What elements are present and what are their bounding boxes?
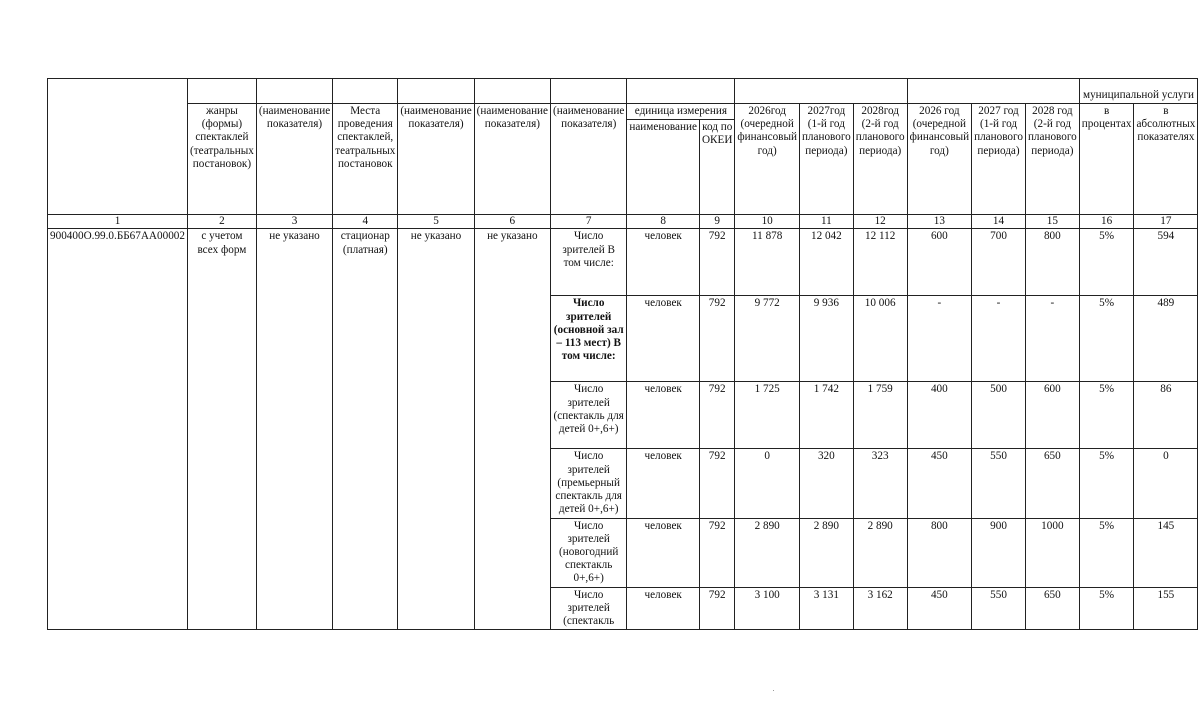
- unit-cell: человек: [627, 382, 700, 449]
- column-number: 7: [551, 215, 627, 229]
- unit-cell: человек: [627, 587, 700, 630]
- column-number: 17: [1134, 215, 1198, 229]
- value-2027: 3 131: [799, 587, 853, 630]
- value-2026: 11 878: [735, 229, 800, 296]
- header-top-cell: [627, 79, 735, 104]
- deviation-absolute: 0: [1134, 449, 1198, 518]
- deviation-percent: 5%: [1079, 296, 1134, 382]
- column-number: 11: [799, 215, 853, 229]
- header-top-cell: [735, 79, 907, 104]
- column-number: 5: [398, 215, 474, 229]
- place-cell: стационар (платная): [333, 229, 398, 630]
- deviation-absolute: 145: [1134, 518, 1198, 587]
- indicator-name: Число зрителей В том числе:: [551, 229, 627, 296]
- column-number: 9: [699, 215, 734, 229]
- deviation-absolute: 489: [1134, 296, 1198, 382]
- value-2026: 0: [735, 449, 800, 518]
- column-number: 14: [972, 215, 1026, 229]
- indicator-name: Число зрителей (новогодний спектакль 0+,6+): [551, 518, 627, 587]
- header-top-label: муниципальной услуги: [1079, 79, 1198, 104]
- header-col-5: (наименование показателя): [398, 104, 474, 215]
- deviation-absolute: 155: [1134, 587, 1198, 630]
- header-top-cell: [256, 79, 332, 104]
- indicator-name: Число зрителей (основной зал – 113 мест) В том числе:: [551, 296, 627, 382]
- deviation-percent: 5%: [1079, 518, 1134, 587]
- price-2027: 500: [972, 382, 1026, 449]
- header-col-13: 2026 год (очередной финансовый год): [907, 104, 972, 215]
- scan-speck: [773, 690, 774, 691]
- okei-cell: 792: [699, 229, 734, 296]
- price-2026: 800: [907, 518, 972, 587]
- header-col-9: код по ОКЕИ: [699, 120, 734, 215]
- indicator-5-cell: не указано: [398, 229, 474, 630]
- price-2027: 900: [972, 518, 1026, 587]
- price-2028: 600: [1025, 382, 1079, 449]
- price-2026: 450: [907, 587, 972, 630]
- indicator-name: Число зрителей (спектакль для детей 0+,6+): [551, 382, 627, 449]
- header-col-15: 2028 год (2-й год планового периода): [1025, 104, 1079, 215]
- column-number: 15: [1025, 215, 1079, 229]
- okei-cell: 792: [699, 518, 734, 587]
- value-2028: 12 112: [853, 229, 907, 296]
- value-2026: 9 772: [735, 296, 800, 382]
- column-number: 1: [48, 215, 188, 229]
- header-col-16: в процентах: [1079, 104, 1134, 215]
- deviation-percent: 5%: [1079, 382, 1134, 449]
- value-2027: 12 042: [799, 229, 853, 296]
- column-number: 4: [333, 215, 398, 229]
- price-2026: 450: [907, 449, 972, 518]
- value-2028: 2 890: [853, 518, 907, 587]
- header-top-row: [48, 79, 1198, 104]
- price-2028: 800: [1025, 229, 1079, 296]
- price-2028: 650: [1025, 587, 1079, 630]
- header-col-1: [48, 79, 188, 215]
- registry-code: 900400О.99.0.ББ67АА00002: [48, 229, 188, 630]
- header-top-cell: [474, 79, 550, 104]
- header-col-7: (наименование показателя): [551, 104, 627, 215]
- header-col-12: 2028год (2-й год планового периода): [853, 104, 907, 215]
- okei-cell: 792: [699, 587, 734, 630]
- okei-cell: 792: [699, 296, 734, 382]
- header-top-cell: [907, 79, 1079, 104]
- deviation-absolute: 86: [1134, 382, 1198, 449]
- indicator-name: Число зрителей (премьерный спектакль для детей 0+,6+): [551, 449, 627, 518]
- header-col-14: 2027 год (1-й год планового периода): [972, 104, 1026, 215]
- column-number: 10: [735, 215, 800, 229]
- unit-cell: человек: [627, 296, 700, 382]
- column-number: 13: [907, 215, 972, 229]
- unit-cell: человек: [627, 229, 700, 296]
- header-top-cell: [187, 79, 256, 104]
- value-2028: 1 759: [853, 382, 907, 449]
- header-col-2: жанры (формы) спектаклей (театральных постановок): [187, 104, 256, 215]
- price-2027: 550: [972, 449, 1026, 518]
- price-2026: 400: [907, 382, 972, 449]
- value-2027: 320: [799, 449, 853, 518]
- indicator-name: Число зрителей (спектакль: [551, 587, 627, 630]
- header-col-3: (наименование показателя): [256, 104, 332, 215]
- header-top-cell: [333, 79, 398, 104]
- column-number: 12: [853, 215, 907, 229]
- value-2028: 10 006: [853, 296, 907, 382]
- value-2027: 1 742: [799, 382, 853, 449]
- header-unit-group: единица измерения: [627, 104, 735, 120]
- value-2028: 323: [853, 449, 907, 518]
- unit-cell: человек: [627, 518, 700, 587]
- column-number: 3: [256, 215, 332, 229]
- header-col-10: 2026год (очередной финансовый год): [735, 104, 800, 215]
- price-2026: -: [907, 296, 972, 382]
- value-2026: 2 890: [735, 518, 800, 587]
- header-top-cell: [551, 79, 627, 104]
- header-top-cell: [398, 79, 474, 104]
- price-2027: 700: [972, 229, 1026, 296]
- unit-cell: человек: [627, 449, 700, 518]
- price-2028: -: [1025, 296, 1079, 382]
- header-row: [48, 104, 1198, 120]
- price-2028: 650: [1025, 449, 1079, 518]
- indicator-6-cell: не указано: [474, 229, 550, 630]
- value-2026: 3 100: [735, 587, 800, 630]
- value-2027: 2 890: [799, 518, 853, 587]
- price-2028: 1000: [1025, 518, 1079, 587]
- value-2026: 1 725: [735, 382, 800, 449]
- price-2026: 600: [907, 229, 972, 296]
- column-number: 8: [627, 215, 700, 229]
- column-number: 2: [187, 215, 256, 229]
- deviation-percent: 5%: [1079, 229, 1134, 296]
- header-col-17: в абсолютных показателях: [1134, 104, 1198, 215]
- column-number: 6: [474, 215, 550, 229]
- municipal-task-table: [47, 78, 1198, 630]
- header-col-6: (наименование показателя): [474, 104, 550, 215]
- deviation-absolute: 594: [1134, 229, 1198, 296]
- deviation-percent: 5%: [1079, 449, 1134, 518]
- okei-cell: 792: [699, 449, 734, 518]
- price-2027: -: [972, 296, 1026, 382]
- header-col-8: наименование: [627, 120, 700, 215]
- value-2028: 3 162: [853, 587, 907, 630]
- table-row: [48, 229, 1198, 296]
- price-2027: 550: [972, 587, 1026, 630]
- column-number: 16: [1079, 215, 1134, 229]
- header-col-4: Места проведения спектаклей, театральных постановок: [333, 104, 398, 215]
- value-2027: 9 936: [799, 296, 853, 382]
- column-numbers-row: [48, 215, 1198, 229]
- deviation-percent: 5%: [1079, 587, 1134, 630]
- header-col-11: 2027год (1-й год планового периода): [799, 104, 853, 215]
- indicator-3-cell: не указано: [256, 229, 332, 630]
- okei-cell: 792: [699, 382, 734, 449]
- genre-cell: с учетом всех форм: [187, 229, 256, 630]
